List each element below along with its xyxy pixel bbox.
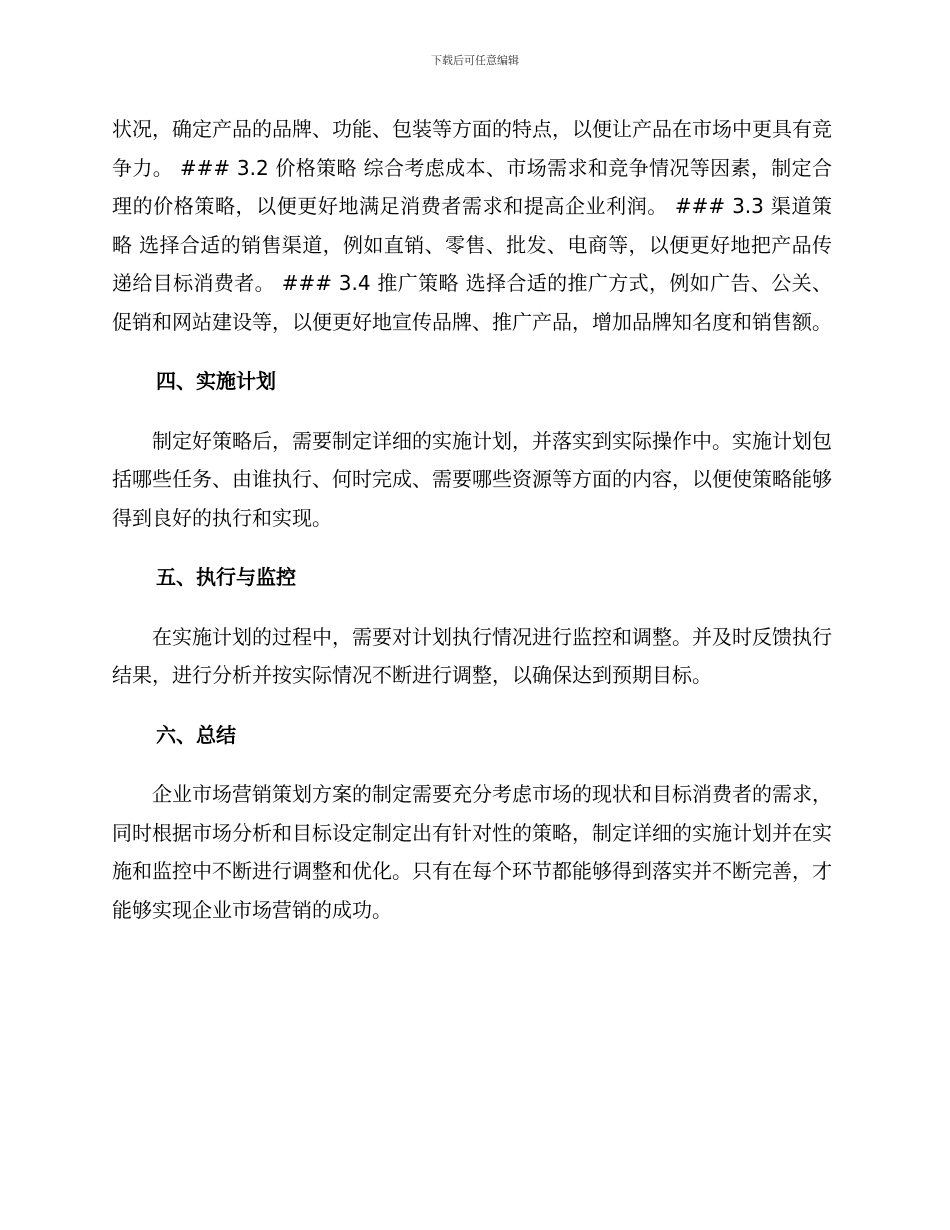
paragraph-summary: 企业市场营销策划方案的制定需要充分考虑市场的现状和目标消费者的需求，同时根据市场分析和目标设定制定出有针对性的策略，制定详细的实施计划并在实施和监控中不断进行调整和优化。只有在每个环节都能够得到落实并不断完善，才能够实现企业市场营销的成功。	[112, 782, 832, 922]
spacer	[112, 537, 832, 558]
paragraph-implementation-plan: 制定好策略后，需要制定详细的实施计划，并落实到实际操作中。实施计划包括哪些任务、由谁执行、何时完成、需要哪些资源等方面的内容，以便使策略能够得到良好的执行和实现。	[112, 428, 832, 530]
heading-execution-monitoring: 五、执行与监控	[156, 565, 296, 589]
paragraph-execution-monitoring: 在实施计划的过程中，需要对计划执行情况进行监控和调整。并及时反馈执行结果，进行分析并按实际情况不断进行调整，以确保达到预期目标。	[112, 624, 832, 687]
spacer	[112, 401, 832, 422]
spacer	[112, 597, 832, 618]
heading-summary: 六、总结	[156, 722, 236, 747]
spacer	[112, 754, 832, 775]
page-header-note: 下载后可任意编辑	[431, 54, 519, 67]
heading-implementation-plan: 四、实施计划	[156, 369, 276, 393]
document-body	[112, 110, 832, 929]
spacer	[112, 341, 832, 362]
spacer	[112, 695, 832, 716]
paragraph-strategy-details: 状况，确定产品的品牌、功能、包装等方面的特点，以便让产品在市场中更具有竞争力。 ### 3.2 价格策略 综合考虑成本、市场需求和竞争情况等因素，制定合理的价格策略，以便更好地满足消费者需求和提高企业利润。 ### 3.3 渠道策略 选择合适的销售渠道，例如直销、零售、批发、电商等，以便更好地把产品传递给目标消费者。 ### 3.4 推广策略 选择合适的推广方式，例如广告、公关、促销和网站建设等，以便更好地宣传品牌、推广产品，增加品牌知名度和销售额。	[112, 117, 832, 334]
